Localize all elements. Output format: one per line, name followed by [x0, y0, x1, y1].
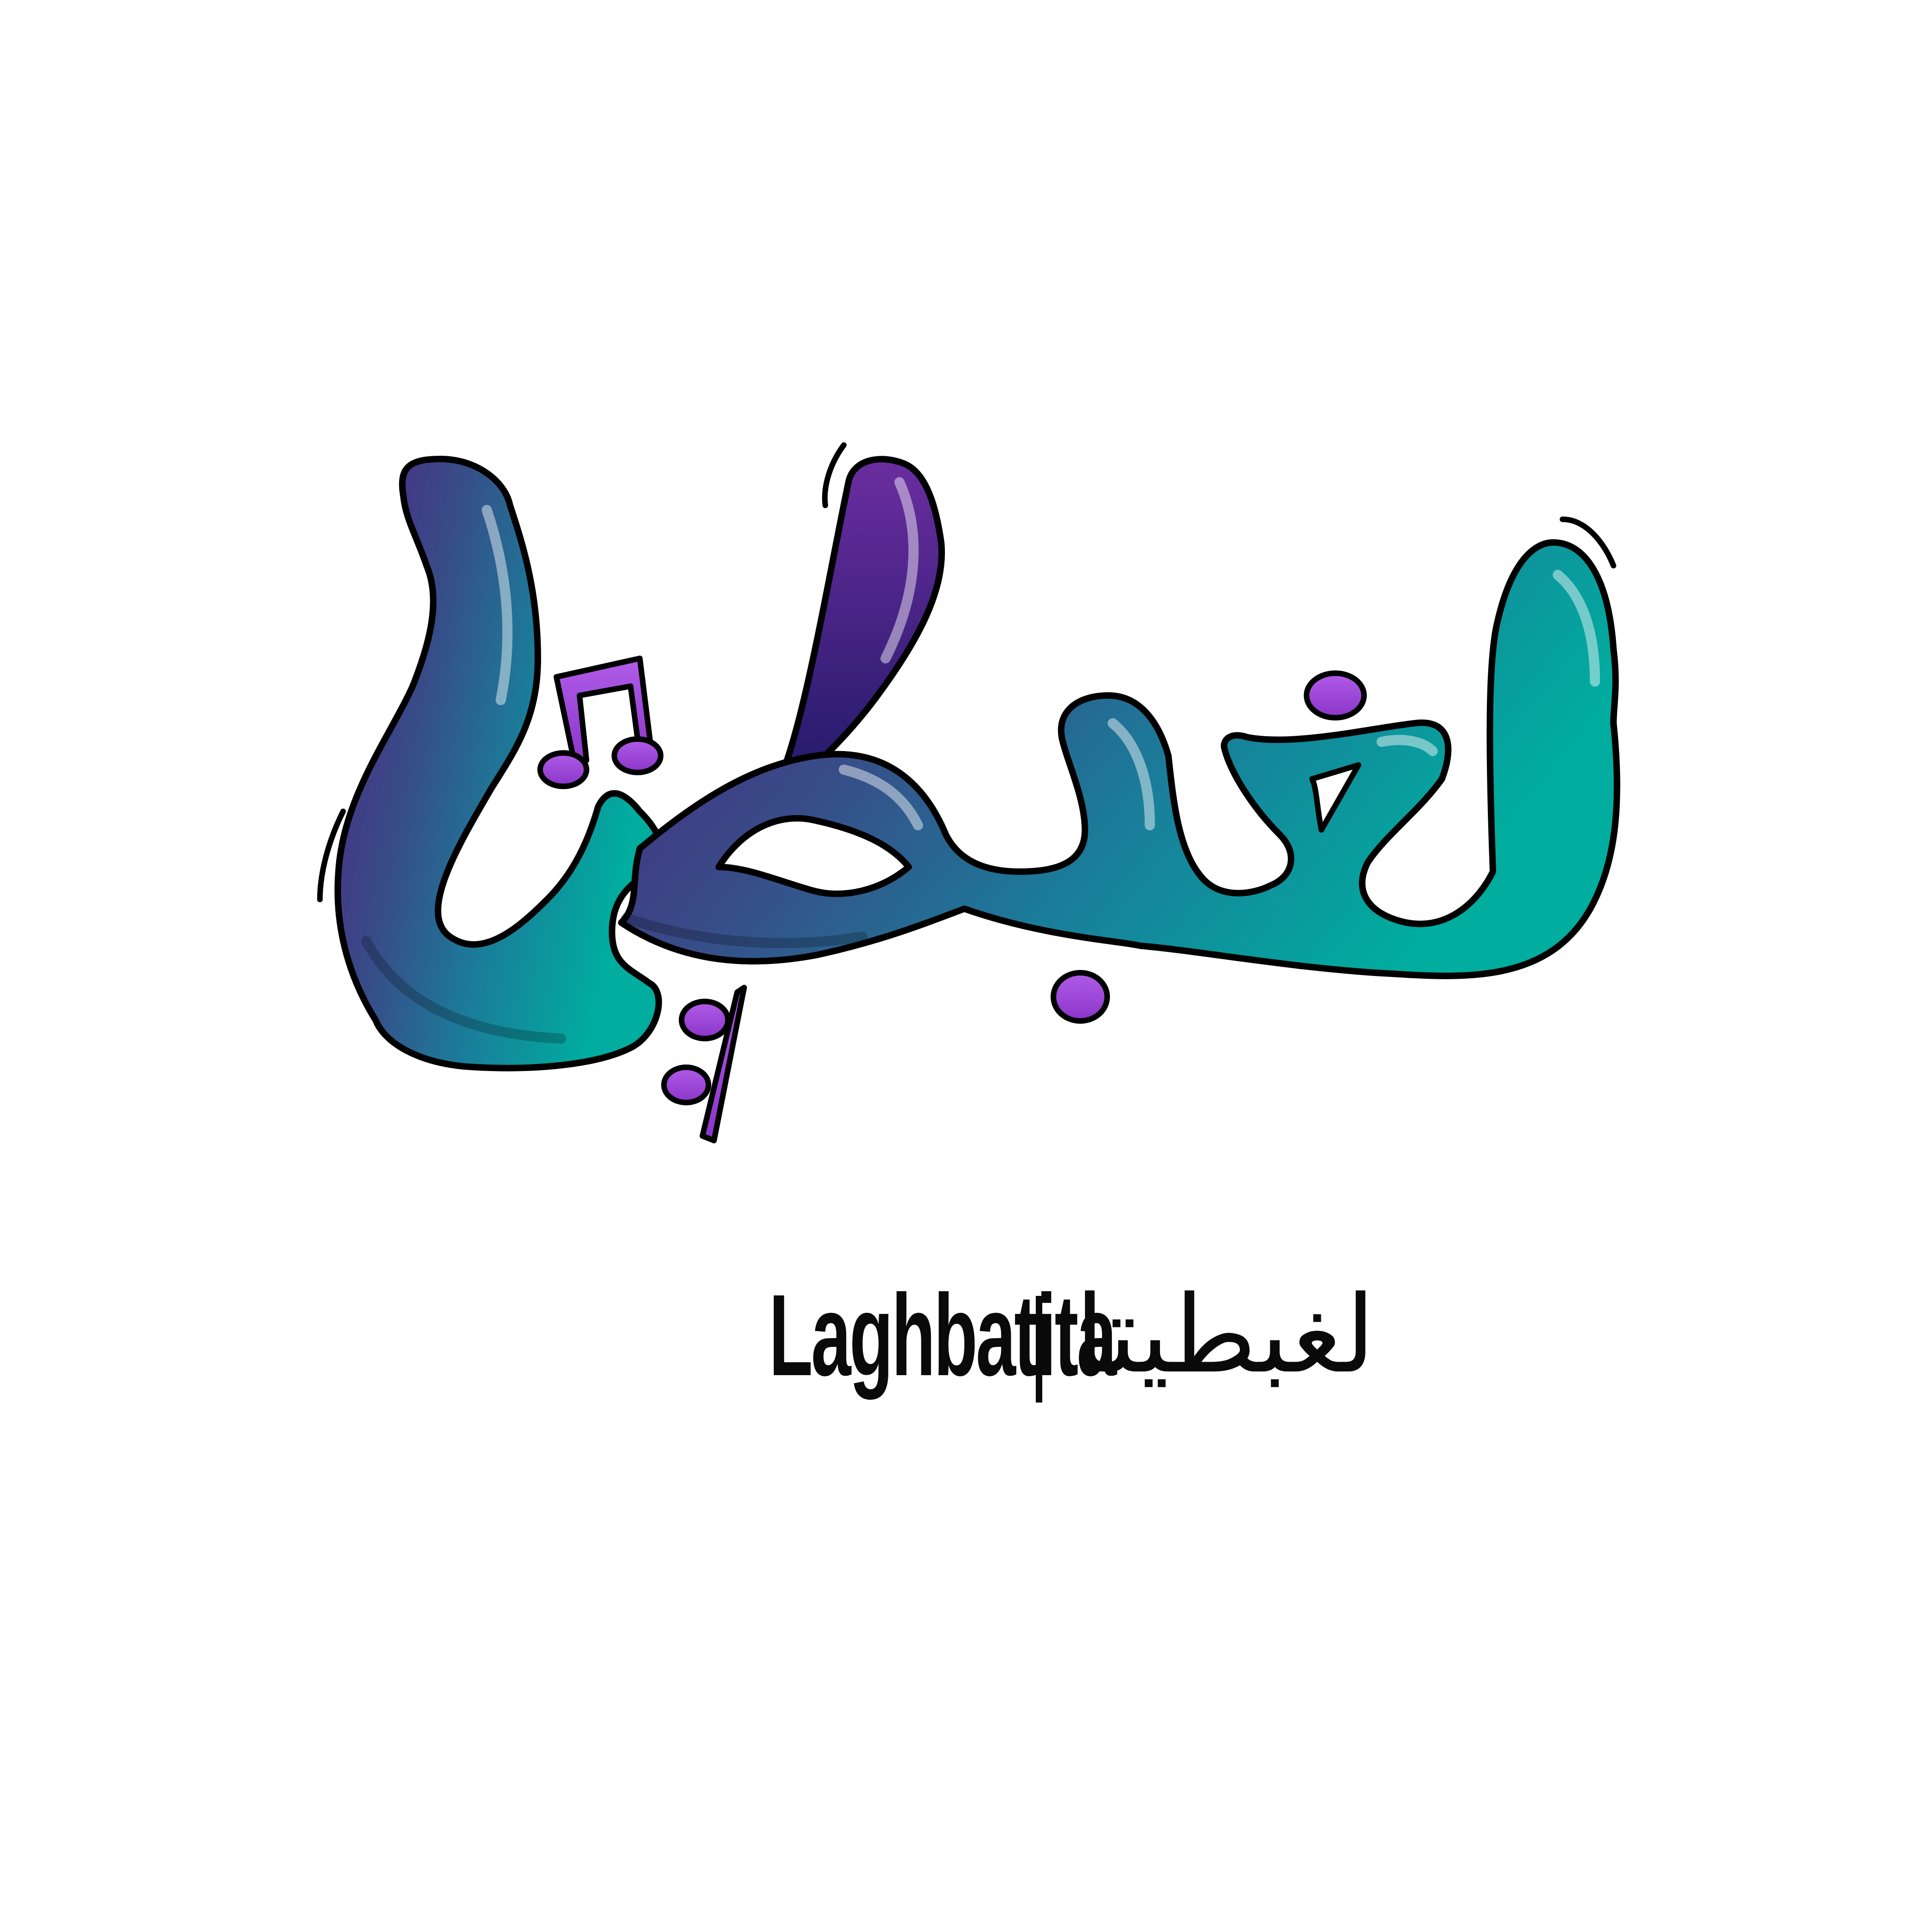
caption-row [0, 1252, 1932, 1419]
tilted-note-icon [664, 988, 744, 1141]
middle-stem-stroke [784, 459, 942, 770]
caption-latin-name: Laghbatita [769, 1270, 1115, 1400]
music-note-icon [540, 658, 661, 786]
main-body-stroke [621, 542, 1617, 976]
dot-top [1307, 673, 1364, 718]
dot-bottom [1053, 973, 1107, 1021]
caption-arabic-name: لغبطيتا [1075, 1273, 1376, 1397]
